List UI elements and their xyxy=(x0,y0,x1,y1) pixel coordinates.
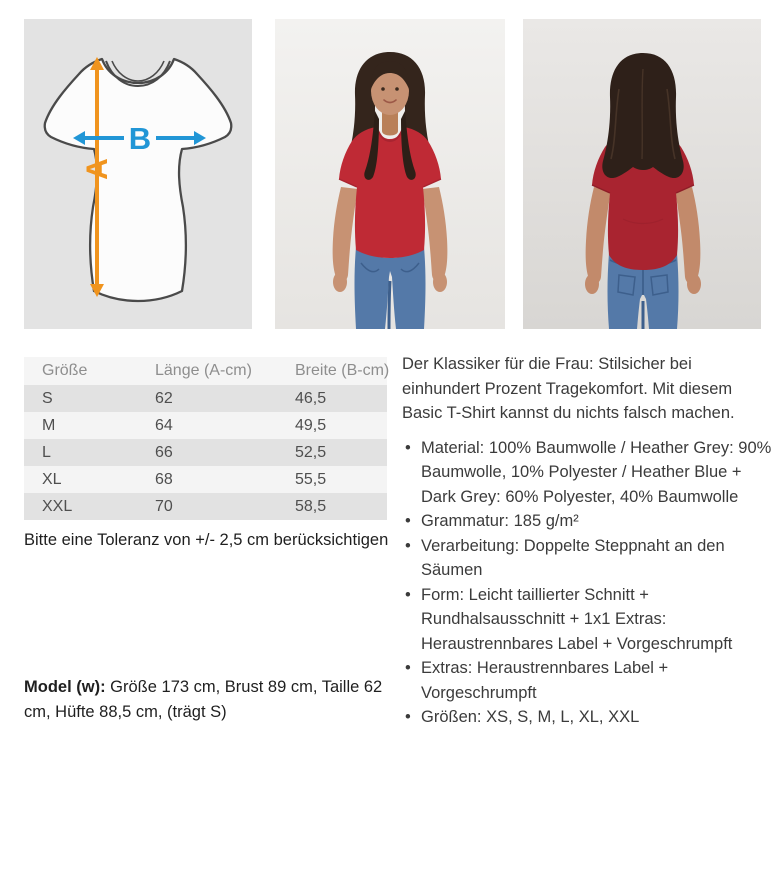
model-measurements-note xyxy=(24,675,402,725)
table-cell: M xyxy=(42,417,56,434)
table-cell: 52,5 xyxy=(295,444,327,461)
jeans-leg-seam xyxy=(389,281,390,329)
table-row xyxy=(24,385,387,412)
size-table-header-row xyxy=(24,357,387,385)
bullet-item: • Material: 100% Baumwolle / Heather Grey: 90% Baumwolle, 10% Polyester / Heather Blue + Dark Grey: 60% Polyester, 40% Baumwolle xyxy=(402,436,774,510)
table-cell: XXL xyxy=(42,498,73,515)
size-table-body xyxy=(24,385,387,520)
table-row xyxy=(24,412,387,439)
measure-label-a: A xyxy=(81,158,114,180)
table-row xyxy=(24,439,387,466)
eye-right xyxy=(395,87,399,91)
size-chart-image xyxy=(24,19,252,329)
bullet-item: • Größen: XS, S, M, L, XL, XXL xyxy=(402,705,774,730)
table-cell: 68 xyxy=(155,471,173,488)
measure-label-b: B xyxy=(128,121,152,156)
table-row xyxy=(24,493,387,520)
description-intro: Der Klassiker für die Frau: Stilsicher bei einhundert Prozent Tragekomfort. Mit diesem Basic T-Shirt kannst du nichts falsch machen. xyxy=(402,355,735,422)
eye-left xyxy=(381,87,385,91)
table-cell: 62 xyxy=(155,390,173,407)
model-details: Größe 173 cm, Brust 89 cm, Taille 62 cm, Hüfte 88,5 cm, (trägt S) xyxy=(24,678,383,721)
tshirt-measurement-diagram xyxy=(24,19,252,329)
model-label: Model (w): xyxy=(24,678,106,696)
table-cell: 49,5 xyxy=(295,417,327,434)
table-cell: L xyxy=(42,444,51,461)
model-back-illustration xyxy=(523,19,761,329)
model-front-photo xyxy=(275,19,505,329)
table-cell: S xyxy=(42,390,53,407)
hand-right xyxy=(433,272,447,292)
table-cell: 55,5 xyxy=(295,471,327,488)
table-row xyxy=(24,466,387,493)
bullet-item: • Extras: Heraustrennbares Label + Vorgeschrumpft xyxy=(402,656,774,705)
table-cell: 66 xyxy=(155,444,173,461)
model-back-photo xyxy=(523,19,761,329)
hand-left xyxy=(333,272,347,292)
table-cell: 58,5 xyxy=(295,498,327,515)
table-cell: 46,5 xyxy=(295,390,327,407)
table-cell: 64 xyxy=(155,417,173,434)
model-front-illustration xyxy=(275,19,505,329)
table-cell: XL xyxy=(42,471,62,488)
bullet-item: • Grammatur: 185 g/m² xyxy=(402,509,774,534)
size-table xyxy=(24,357,390,520)
col-header-size: Größe xyxy=(24,357,137,385)
tolerance-note: Bitte eine Toleranz von +/- 2,5 cm berücksichtigen xyxy=(24,531,389,549)
bullet-item: • Verarbeitung: Doppelte Steppnaht an den Säumen xyxy=(402,534,774,583)
col-header-length: Länge (A-cm) xyxy=(137,357,277,385)
hand-right xyxy=(687,274,701,294)
col-header-width: Breite (B-cm) xyxy=(277,357,387,385)
description-bullets xyxy=(402,436,774,730)
table-cell: 70 xyxy=(155,498,173,515)
hand-left xyxy=(585,274,599,294)
bullet-item: • Form: Leicht taillierter Schnitt + Rundhalsausschnitt + 1x1 Extras: Heraustrennbares Label + Vorgeschrumpft xyxy=(402,583,774,657)
product-description xyxy=(402,352,774,730)
